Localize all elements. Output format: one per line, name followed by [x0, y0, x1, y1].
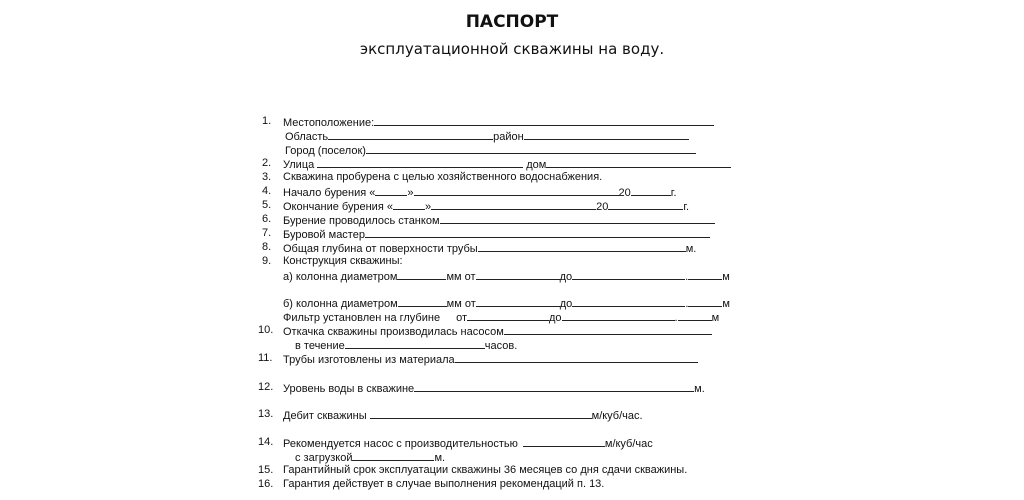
flow-rate-label: Дебит скважины [283, 410, 367, 422]
warranty-condition-text: Гарантия действует в случае выполнения рекомендаций п. 13. [283, 478, 605, 490]
item-number: 9. [262, 255, 272, 267]
pumping-row [283, 324, 712, 339]
location-row [283, 115, 714, 130]
filter-row [283, 310, 719, 325]
depth-label: Общая глубина от поверхности трубы [283, 243, 478, 255]
street-field[interactable] [317, 157, 523, 168]
item-number: 1. [262, 115, 272, 127]
filter-label: Фильтр установлен на глубине [283, 312, 441, 324]
column-b-to-field[interactable] [572, 296, 685, 307]
mm-from-label: мм от [446, 298, 476, 310]
water-level-row [283, 381, 705, 396]
item-number: 6. [262, 213, 272, 225]
quote-close: » [407, 187, 414, 199]
master-field[interactable] [365, 227, 710, 238]
unit-label: м. [434, 452, 446, 464]
water-level-field[interactable] [414, 381, 694, 392]
column-b-label: б) колонна диаметром [283, 298, 398, 310]
pump-load-field[interactable] [352, 450, 434, 461]
item-number: 15. [258, 464, 274, 476]
city-row [285, 143, 696, 158]
unit-label: м. [685, 243, 697, 255]
start-row [283, 185, 677, 200]
item-number: 13. [258, 408, 274, 420]
item-number: 10. [258, 324, 274, 336]
item-number: 5. [262, 199, 272, 211]
filter-from-field[interactable] [467, 310, 549, 321]
page-title: ПАСПОРТ [465, 12, 559, 32]
from-label: от [456, 312, 467, 324]
duration-label: в течение [295, 340, 345, 352]
region-row [285, 129, 689, 144]
unit-label: м [711, 312, 720, 324]
column-a-to-field[interactable] [572, 269, 685, 280]
decimal-dot: . [674, 312, 678, 324]
column-a-decimal-field[interactable] [688, 269, 722, 280]
master-label: Буровой мастер [283, 229, 365, 241]
item-number: 14. [258, 436, 274, 448]
item-number: 3. [262, 171, 272, 183]
column-b-decimal-field[interactable] [688, 296, 722, 307]
column-b-row [283, 296, 730, 311]
location-field[interactable] [374, 115, 714, 126]
mm-from-label: мм от [446, 271, 476, 283]
pipe-material-label: Трубы изготовлены из материала [283, 354, 455, 366]
pump-capacity-label: Рекомендуется насос с производительностью [283, 438, 518, 450]
region-field[interactable] [328, 129, 493, 140]
construction-label: Конструкция скважины: [283, 255, 403, 267]
item-number: 8. [262, 241, 272, 253]
pump-load-row [295, 450, 445, 465]
duration-field[interactable] [345, 338, 485, 349]
filter-decimal-field[interactable] [678, 310, 712, 321]
to-label: до [549, 312, 562, 324]
column-b-from-field[interactable] [476, 296, 560, 307]
pump-capacity-field[interactable] [523, 436, 605, 447]
purpose-text: Скважина пробурена с целью хозяйственного водоснабжения. [283, 171, 603, 183]
pipe-material-field[interactable] [455, 352, 698, 363]
location-label: Местоположение: [283, 117, 375, 129]
end-month-field[interactable] [431, 199, 596, 210]
water-level-label: Уровень воды в скважине [283, 383, 415, 395]
to-label: до [559, 271, 573, 283]
pipe-material-row [283, 352, 698, 367]
page-subtitle: эксплуатационной скважины на воду. [359, 40, 665, 58]
street-row [283, 157, 731, 172]
end-year-field[interactable] [608, 199, 683, 210]
year-suffix: г. [670, 187, 677, 199]
column-a-row [283, 269, 730, 284]
start-label: Начало бурения « [283, 187, 376, 199]
end-label: Окончание бурения « [283, 201, 393, 213]
quote-close: » [424, 201, 432, 213]
pump-capacity-row [283, 436, 653, 451]
year-prefix: 20 [618, 187, 631, 199]
unit-label: м [722, 298, 730, 310]
item-number: 11. [258, 352, 273, 364]
depth-field[interactable] [478, 241, 686, 252]
end-row [283, 199, 689, 214]
item-number: 7. [262, 227, 272, 239]
start-day-field[interactable] [375, 185, 407, 196]
item-number: 2. [262, 157, 272, 169]
pump-load-label: с загрузкой [295, 452, 353, 464]
street-label: Улица [283, 159, 315, 171]
to-label: до [559, 298, 573, 310]
duration-row [295, 338, 517, 353]
flow-rate-field[interactable] [370, 408, 592, 419]
house-label: дом [526, 159, 547, 171]
rig-row [283, 213, 715, 228]
hours-label: часов. [484, 340, 518, 352]
item-number: 12. [258, 381, 274, 393]
rig-label: Бурение проводилось станком [283, 215, 440, 227]
pumping-label: Откачка скважины производилась насосом [283, 326, 504, 338]
start-month-field[interactable] [414, 185, 619, 196]
filter-to-field[interactable] [562, 310, 675, 321]
district-label: район [493, 131, 524, 143]
item-number: 4. [262, 185, 272, 197]
depth-row [283, 241, 696, 256]
start-year-field[interactable] [631, 185, 671, 196]
column-a-from-field[interactable] [476, 269, 560, 280]
master-row [283, 227, 710, 242]
unit-label: м/куб/час [604, 438, 653, 450]
region-label: Область [285, 131, 329, 143]
unit-label: м [722, 271, 730, 283]
house-field[interactable] [546, 157, 731, 168]
flow-rate-row [283, 408, 643, 423]
decimal-dot: . [685, 298, 689, 310]
warranty-term-text: Гарантийный срок эксплуатации скважины 36 месяцев со дня сдачи скважины. [283, 464, 688, 476]
unit-label: м/куб/час. [591, 410, 643, 422]
column-a-diameter-field[interactable] [397, 269, 446, 280]
unit-label: м. [694, 383, 705, 395]
city-label: Город (поселок) [285, 145, 366, 157]
rig-field[interactable] [440, 213, 715, 224]
pump-field[interactable] [504, 324, 712, 335]
decimal-dot: . [685, 271, 689, 283]
year-suffix: г. [683, 201, 690, 213]
end-day-field[interactable] [393, 199, 425, 210]
column-b-diameter-field[interactable] [398, 296, 447, 307]
year-prefix: 20 [596, 201, 609, 213]
city-field[interactable] [366, 143, 696, 154]
column-a-label: а) колонна диаметром [283, 271, 398, 283]
district-field[interactable] [524, 129, 689, 140]
item-number: 16. [258, 478, 274, 490]
